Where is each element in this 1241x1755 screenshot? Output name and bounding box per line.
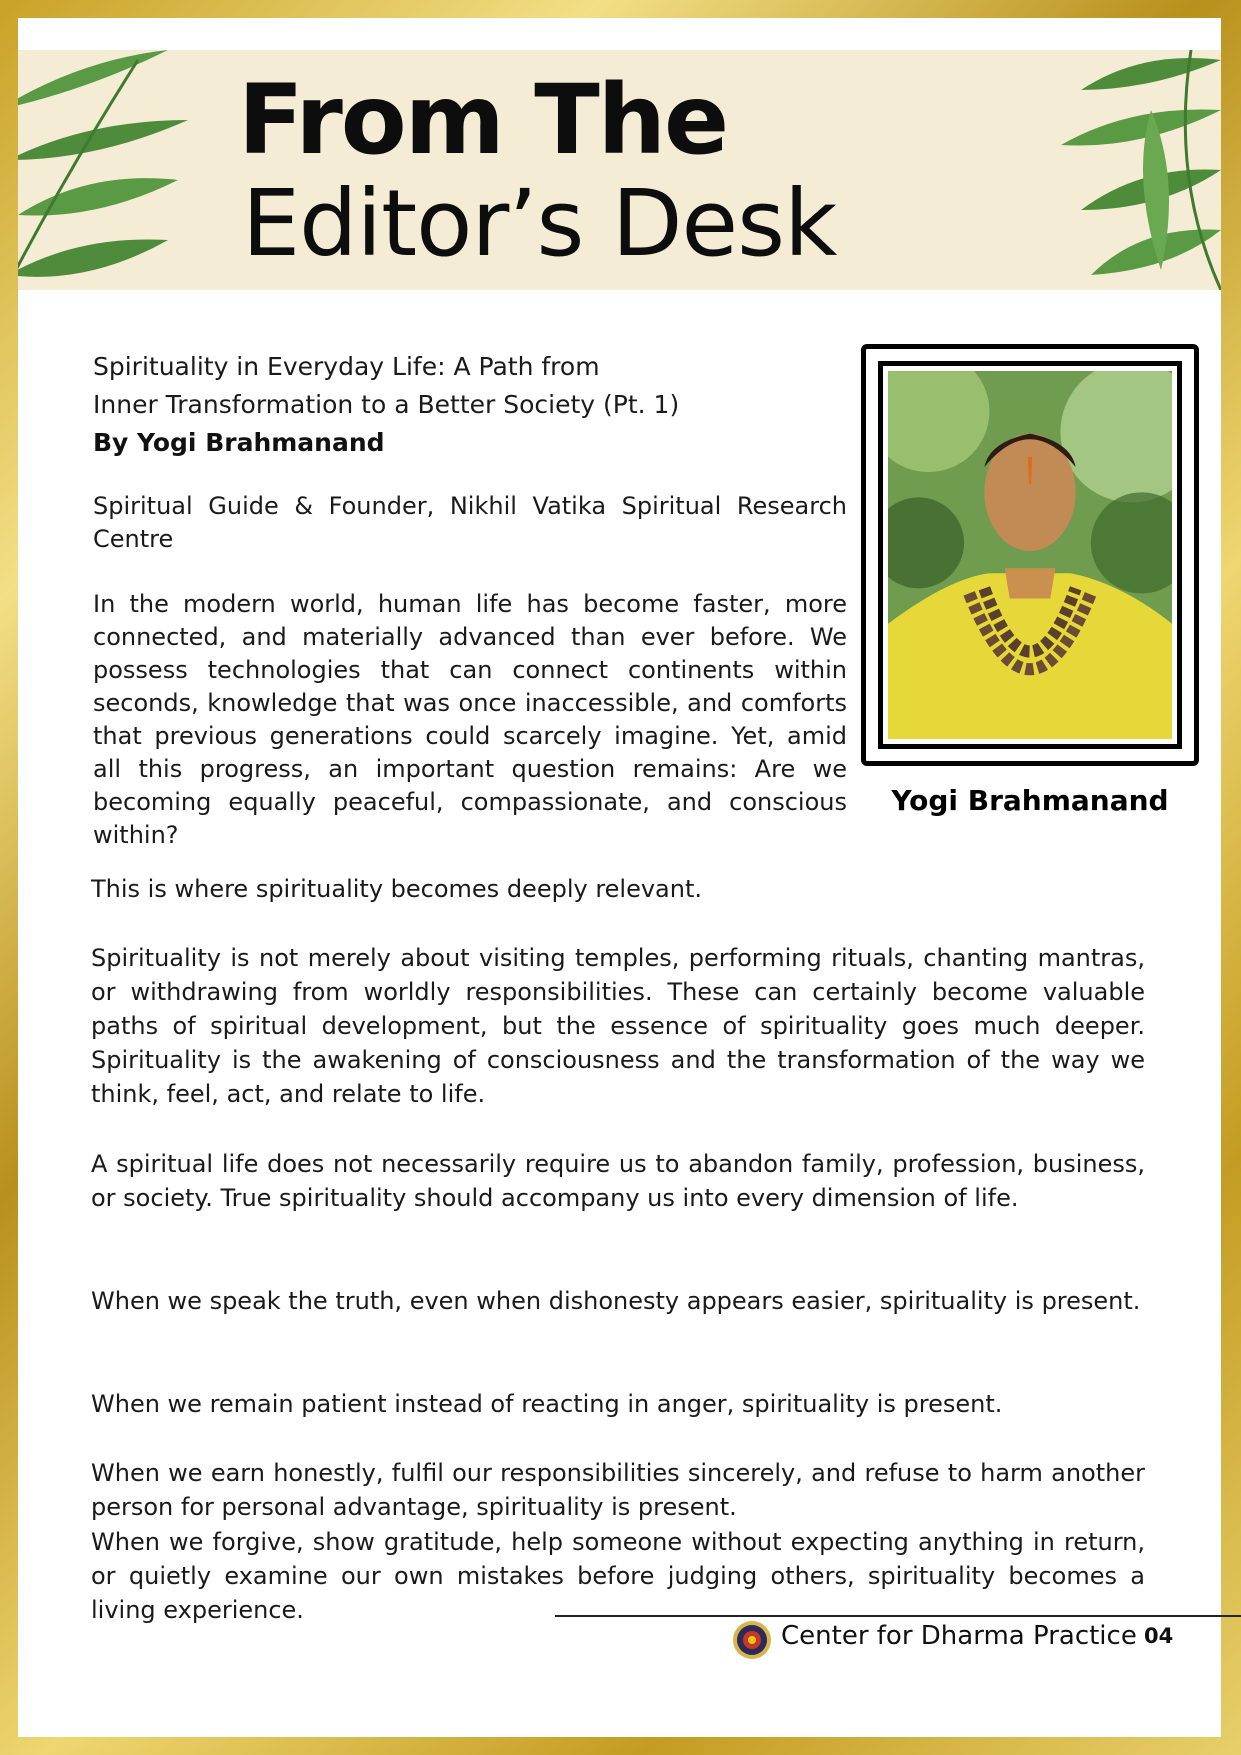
article-title-line2: Inner Transformation to a Better Society (Pt. 1) — [93, 390, 680, 419]
banner-title-bold: From The — [238, 64, 728, 176]
paragraph-honesty: When we earn honestly, fulfil our responsibilities sincerely, and refuse to harm another person for personal advantage, spirituality is present. — [91, 1459, 1145, 1521]
leaves-left-decoration — [18, 50, 218, 290]
paragraph-truth: When we speak the truth, even when dishonesty appears easier, spirituality is present. — [91, 1287, 1141, 1315]
paragraph-forgiveness: When we forgive, show gratitude, help someone without expecting anything in return, or quietly examine our own mistakes before judging others, spirituality becomes a living experience. — [91, 1528, 1145, 1624]
banner-title-regular: Editor’s Desk — [242, 170, 837, 277]
footer-organization: Center for Dharma Practice — [781, 1621, 1137, 1651]
author-role: Spiritual Guide & Founder, Nikhil Vatika Spiritual Research Centre — [93, 492, 847, 553]
page-content — [18, 18, 1221, 1737]
footer-divider — [555, 1615, 1241, 1617]
photo-caption: Yogi Brahmanand — [891, 784, 1169, 817]
paragraph-intro: In the modern world, human life has become faster, more connected, and materially advanced than ever before. We possess technologies that can connect continents within seconds, knowledge that was once inaccessible, and comforts that previous generations could scarcely imagine. Yet, amid all this progress, an important question remains: Are we becoming equally peaceful, compassionate, and conscious within? — [93, 590, 847, 849]
author-photo — [888, 371, 1172, 739]
article-title-line1: Spirituality in Everyday Life: A Path from — [93, 352, 600, 381]
paragraph-spiritual-life: A spiritual life does not necessarily require us to abandon family, profession, business, or society. True spirituality should accompany us into every dimension of life. — [91, 1150, 1145, 1212]
author-photo-frame — [861, 344, 1199, 766]
paragraph-relevance: This is where spirituality becomes deeply relevant. — [91, 875, 703, 903]
article-heading — [93, 348, 853, 462]
page-number: 04 — [1144, 1624, 1174, 1648]
paragraph-essence: Spirituality is not merely about visiting temples, performing rituals, chanting mantras, or withdrawing from worldly responsibilities. These can certainly become valuable paths of spiritual development, but the essence of spirituality goes much deeper. Spirituality is the awakening of consciousness and the transformation of the way we think, feel, act, and relate to life. — [91, 944, 1145, 1108]
paragraph-patience: When we remain patient instead of reacting in anger, spirituality is present. — [91, 1390, 1003, 1418]
dharma-logo-icon — [732, 1620, 772, 1660]
article-byline: By Yogi Brahmanand — [93, 428, 385, 457]
editor-banner — [18, 50, 1221, 290]
portrait-illustration — [888, 371, 1172, 739]
leaves-right-decoration — [991, 50, 1221, 290]
